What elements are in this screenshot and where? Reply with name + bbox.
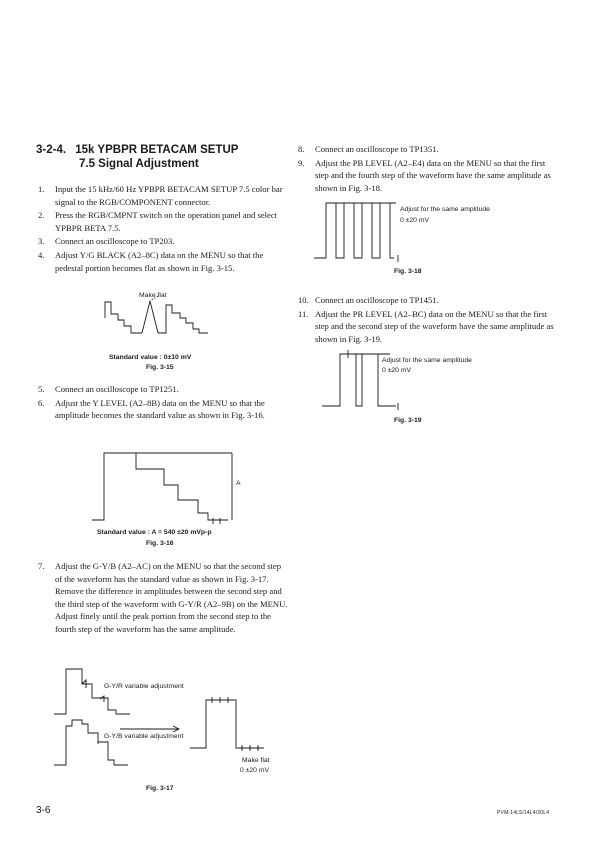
- fig319-caption: Fig. 3-19: [394, 417, 422, 424]
- fig317-caption: Fig. 3-17: [146, 785, 174, 792]
- fig318-label-line2: 0 ±20 mV: [400, 217, 430, 224]
- fig319-label-line1: Adjust for the same amplitude: [382, 357, 472, 364]
- fig316-caption: Fig. 3-16: [146, 540, 174, 547]
- step-item: 8. Connect an oscilloscope to TP1351.: [298, 144, 439, 154]
- section-subtitle: 7.5 Signal Adjustment: [79, 158, 199, 170]
- fig317-label-flat: Make flat: [242, 757, 270, 764]
- model-number: PVM-14L5/14L4/20L4: [497, 810, 550, 816]
- fig315-standard-value: Standard value : 0±10 mV: [109, 354, 192, 361]
- step-item: 4. Adjust Y/G BLACK (A2–8C) data on the MENU so that the pedestal portion becomes flat as shown in Fig. 3-15.: [38, 249, 264, 273]
- section-number: 3-2-4.: [36, 144, 67, 156]
- step-item: 10. Connect an oscilloscope to TP1451.: [298, 295, 439, 305]
- step-item: 3. Connect an oscilloscope to TP203.: [38, 236, 175, 247]
- step-item: 9. Adjust the PB LEVEL (A2–E4) data on the MENU so that the first step and the fourth step of the waveform have the same amplitude as shown in Fig. 3-18.: [298, 157, 551, 193]
- fig318-label-line1: Adjust for the same amplitude: [400, 206, 490, 213]
- step-item: 2. Press the RGB/CMPNT switch on the operation panel and select YPBPR BETA 7.5.: [38, 210, 278, 233]
- page-number: 3-6: [36, 805, 51, 816]
- fig316-standard-value: Standard value : A = 540 ±20 mVp-p: [97, 529, 212, 536]
- fig319-label-line2: 0 ±20 mV: [382, 367, 412, 374]
- step-item: 5. Connect an oscilloscope to TP1251.: [38, 384, 179, 394]
- fig315-label-top: Make flat: [139, 292, 167, 299]
- step-item: 11. Adjust the PR LEVEL (A2–BC) data on the MENU so that the first step and the second step of the waveform have the same amplitude as shown in Fig. 3-19.: [298, 308, 554, 344]
- step-item: 1. Input the 15 kHz/60 Hz YPBPR BETACAM SETUP 7.5 color bar signal to the RGB/COMPONENT connector.: [38, 184, 283, 207]
- step-item: 6. Adjust the Y LEVEL (A2–8B) data on the MENU so that the amplitude becomes the standard value as shown in Fig. 3-16.: [38, 397, 265, 421]
- section-title: 15k YPBPR BETACAM SETUP: [75, 144, 239, 156]
- fig317-label-gyb: G-Y/B variable adjustment: [104, 733, 184, 740]
- fig317-label-gyr: G-Y/R variable adjustment: [104, 683, 184, 690]
- step-item: 7. Adjust the G-Y/B (A2–AC) on the MENU so that the second step of the waveform has the standard value as shown in Fig. 3-17. Remove the difference in amplitudes between the second step and the third step of the waveform with G-Y/R (A2–9B) on the MENU. Adjust finely until the peak portion from the second step to the fourth step of the waveform has the same amplitude.: [38, 561, 288, 634]
- fig315-caption: Fig. 3-15: [146, 364, 174, 371]
- fig316-label-a: A: [236, 480, 241, 487]
- fig318-caption: Fig. 3-18: [394, 268, 422, 275]
- fig317-label-value: 0 ±20 mV: [240, 767, 270, 774]
